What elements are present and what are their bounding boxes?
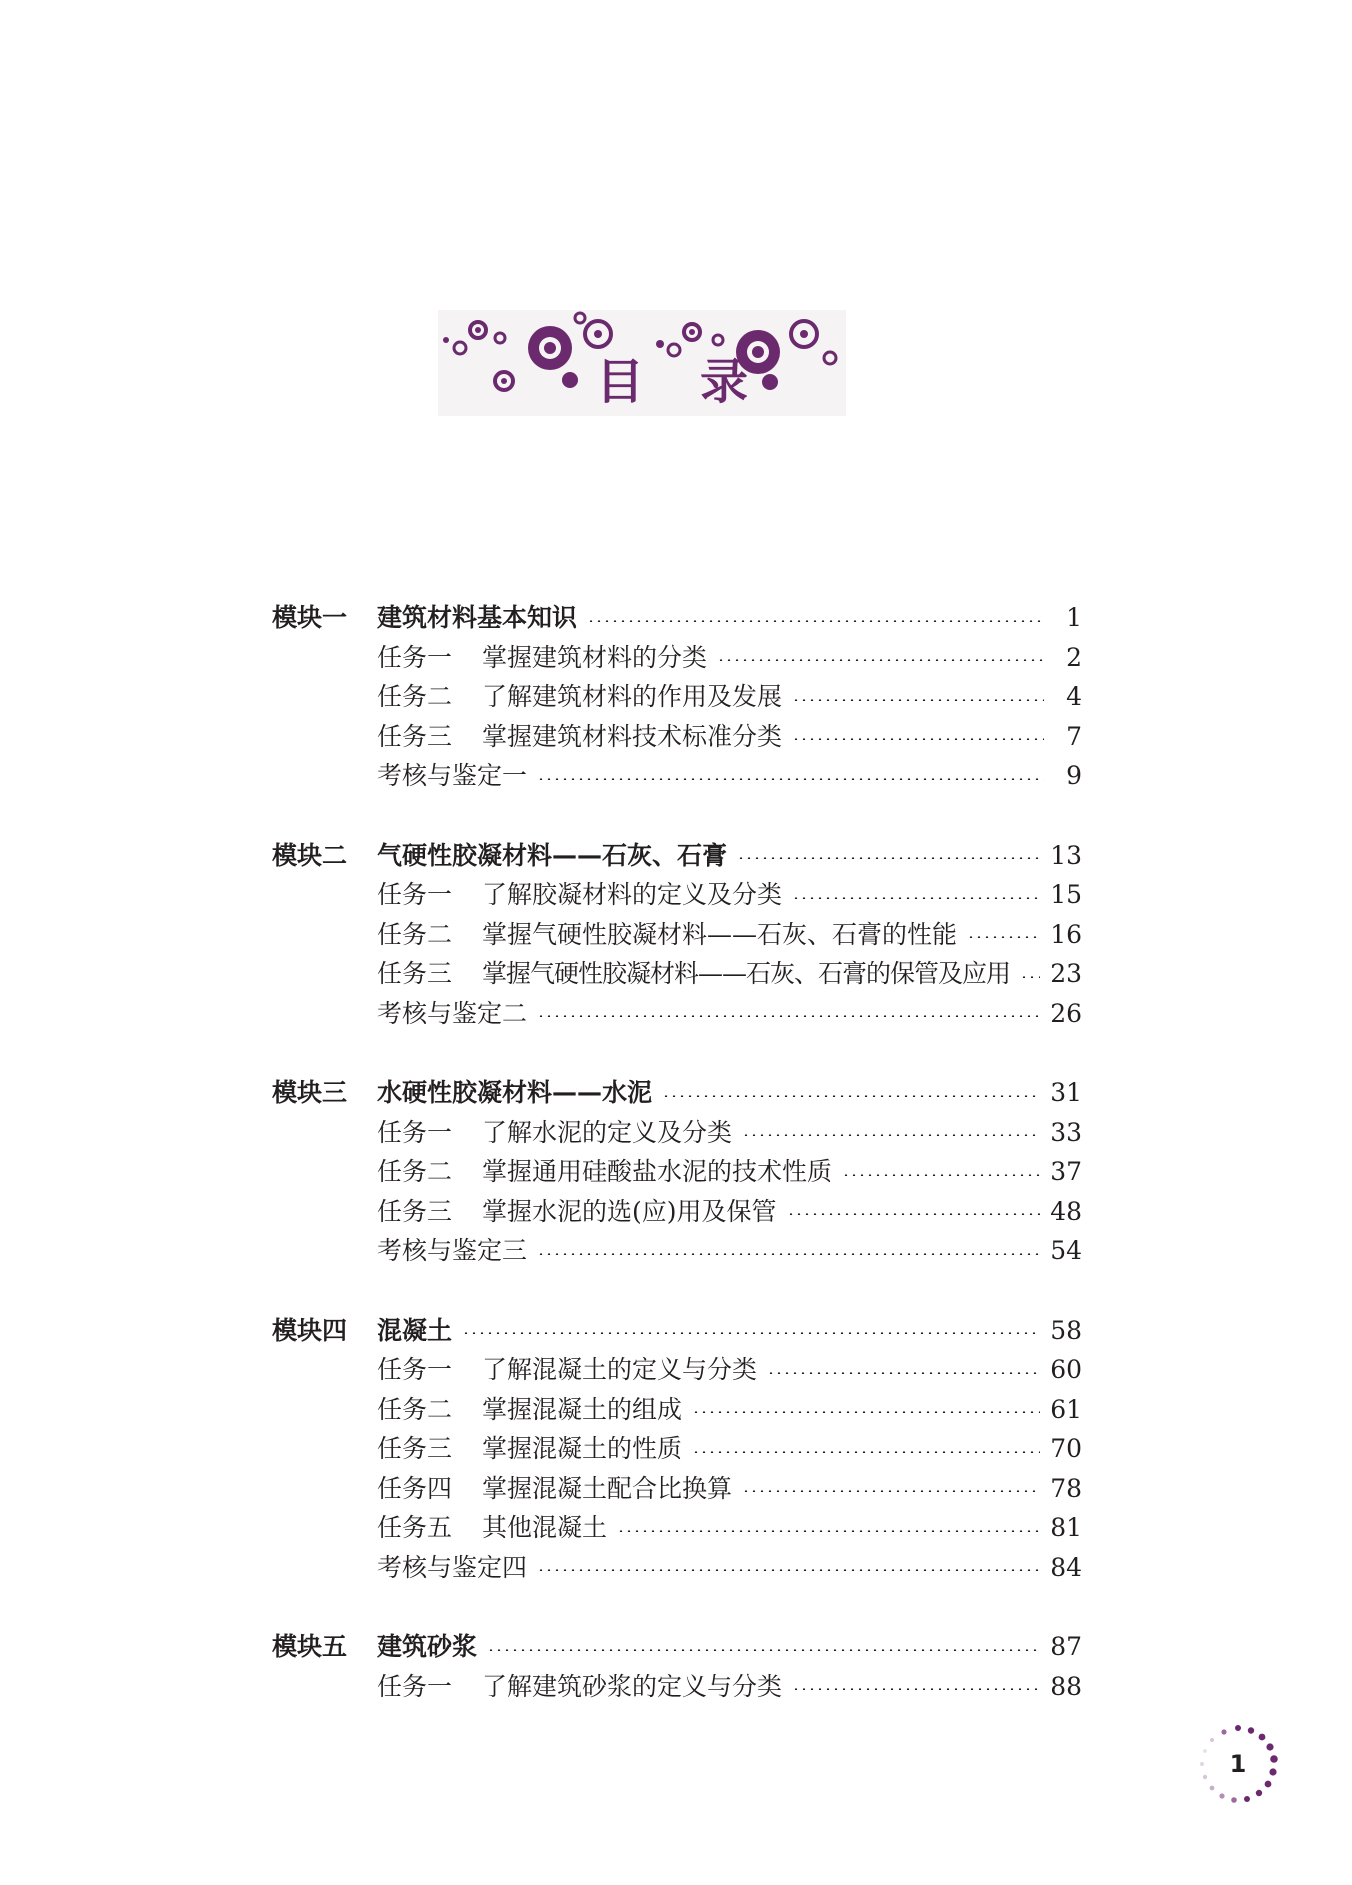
- toc-assessment-row[interactable]: [272, 994, 1082, 1034]
- dot-leader: [617, 1530, 1040, 1532]
- task-number: 任务四: [377, 1473, 453, 1503]
- page-ref: 88: [1050, 1671, 1082, 1701]
- toc-task-row[interactable]: [272, 1192, 1082, 1232]
- task-number: 任务三: [377, 1434, 453, 1464]
- page-ref: 58: [1050, 1315, 1082, 1345]
- page-ref: 31: [1050, 1078, 1082, 1108]
- toc-title-char-1: 目: [596, 354, 645, 410]
- task-number: 任务一: [377, 880, 453, 910]
- dot-leader: [742, 1490, 1040, 1492]
- page-ref: 13: [1050, 840, 1082, 870]
- page-ref: 60: [1050, 1355, 1082, 1385]
- page-ref: 7: [1066, 721, 1082, 751]
- dot-leader: [967, 936, 1040, 938]
- module-number: 模块二: [272, 840, 348, 870]
- assessment-title: 考核与鉴定四: [377, 1552, 528, 1582]
- page-ref: 54: [1050, 1236, 1082, 1266]
- task-number: 任务二: [377, 919, 453, 949]
- dot-leader: [462, 1332, 1040, 1334]
- toc-module-row[interactable]: [272, 1627, 1082, 1667]
- task-title: 掌握水泥的选(应)用及保管: [482, 1196, 777, 1226]
- toc-module-row[interactable]: [272, 836, 1082, 876]
- task-title: 掌握通用硅酸盐水泥的技术性质: [482, 1157, 833, 1187]
- page-ref: 16: [1050, 919, 1082, 949]
- dot-leader: [537, 1015, 1040, 1017]
- toc-task-row[interactable]: [272, 1152, 1082, 1192]
- module-number: 模块四: [272, 1315, 348, 1345]
- assessment-title: 考核与鉴定二: [377, 998, 528, 1028]
- toc-task-row[interactable]: [272, 954, 1082, 994]
- task-number: 任务一: [377, 1671, 453, 1701]
- module-title: 建筑材料基本知识: [377, 603, 578, 633]
- task-number: 任务二: [377, 1394, 453, 1424]
- task-number: 任务五: [377, 1513, 453, 1543]
- dot-leader: [792, 699, 1044, 701]
- toc-assessment-row[interactable]: [272, 1231, 1082, 1271]
- section-gap: [272, 1271, 1082, 1311]
- module-title: 混凝土: [377, 1315, 453, 1345]
- module-title: 建筑砂浆: [377, 1632, 478, 1662]
- dot-leader: [792, 738, 1044, 740]
- assessment-title: 考核与鉴定三: [377, 1236, 528, 1266]
- page-ref: 33: [1050, 1117, 1082, 1147]
- toc-task-row[interactable]: [272, 717, 1082, 757]
- page-ref: 15: [1050, 880, 1082, 910]
- task-title: 掌握混凝土配合比换算: [482, 1473, 733, 1503]
- dot-leader: [737, 857, 1040, 859]
- toc-module-row[interactable]: [272, 1073, 1082, 1113]
- toc-task-row[interactable]: [272, 915, 1082, 955]
- task-number: 任务三: [377, 721, 453, 751]
- section-gap: [272, 796, 1082, 836]
- dot-leader: [487, 1649, 1040, 1651]
- toc-task-row[interactable]: [272, 1469, 1082, 1509]
- toc-assessment-row[interactable]: [272, 1548, 1082, 1588]
- page-number: 1: [1229, 1750, 1247, 1778]
- task-title: 了解水泥的定义及分类: [482, 1117, 733, 1147]
- toc-module-row[interactable]: [272, 1311, 1082, 1351]
- toc-task-row[interactable]: [272, 677, 1082, 717]
- toc-assessment-row[interactable]: [272, 756, 1082, 796]
- page-ref: 37: [1050, 1157, 1082, 1187]
- toc-task-row[interactable]: [272, 1113, 1082, 1153]
- task-title: 了解建筑砂浆的定义与分类: [482, 1671, 783, 1701]
- page-ref: 26: [1050, 998, 1082, 1028]
- dot-leader: [767, 1372, 1040, 1374]
- module-number: 模块三: [272, 1078, 348, 1108]
- dot-leader: [792, 1688, 1040, 1690]
- section-gap: [272, 1033, 1082, 1073]
- task-number: 任务一: [377, 642, 453, 672]
- dot-leader: [537, 1569, 1040, 1571]
- task-title: 掌握混凝土的性质: [482, 1434, 683, 1464]
- task-title: 掌握气硬性胶凝材料——石灰、石膏的保管及应用: [482, 959, 1011, 989]
- page-number-badge: [1196, 1722, 1280, 1806]
- toc-module-row[interactable]: [272, 598, 1082, 638]
- task-title: 了解胶凝材料的定义及分类: [482, 880, 783, 910]
- dot-leader: [587, 620, 1044, 622]
- task-number: 任务一: [377, 1117, 453, 1147]
- page-ref: 78: [1050, 1473, 1082, 1503]
- task-number: 任务一: [377, 1355, 453, 1385]
- page-ref: 48: [1050, 1196, 1082, 1226]
- page-ref: 23: [1050, 959, 1082, 989]
- page-ref: 4: [1066, 682, 1082, 712]
- page-ref: 61: [1050, 1394, 1082, 1424]
- task-title: 掌握气硬性胶凝材料——石灰、石膏的性能: [482, 919, 958, 949]
- module-title: 气硬性胶凝材料——石灰、石膏: [377, 840, 728, 870]
- toc-task-row[interactable]: [272, 1508, 1082, 1548]
- dot-leader: [1020, 976, 1040, 978]
- table-of-contents: [272, 598, 1082, 1706]
- module-number: 模块一: [272, 603, 348, 633]
- dot-leader: [787, 1213, 1041, 1215]
- toc-title-banner: [438, 310, 846, 416]
- dot-leader: [537, 778, 1044, 780]
- dot-leader: [717, 659, 1044, 661]
- task-number: 任务三: [377, 959, 453, 989]
- section-gap: [272, 1587, 1082, 1627]
- page-ref: 81: [1050, 1513, 1082, 1543]
- task-title: 掌握建筑材料的分类: [482, 642, 708, 672]
- page-ref: 70: [1050, 1434, 1082, 1464]
- task-title: 了解建筑材料的作用及发展: [482, 682, 783, 712]
- task-number: 任务三: [377, 1196, 453, 1226]
- task-title: 掌握混凝土的组成: [482, 1394, 683, 1424]
- dot-leader: [692, 1451, 1040, 1453]
- page-ref: 2: [1066, 642, 1082, 672]
- page-ref: 9: [1066, 761, 1082, 791]
- toc-task-row[interactable]: [272, 1390, 1082, 1430]
- toc-task-row[interactable]: [272, 875, 1082, 915]
- task-title: 了解混凝土的定义与分类: [482, 1355, 758, 1385]
- dot-leader: [792, 897, 1040, 899]
- task-number: 任务二: [377, 682, 453, 712]
- page-ref: 87: [1050, 1632, 1082, 1662]
- toc-task-row[interactable]: [272, 1429, 1082, 1469]
- toc-task-row[interactable]: [272, 1350, 1082, 1390]
- task-title: 其他混凝土: [482, 1513, 608, 1543]
- dot-leader: [662, 1095, 1040, 1097]
- toc-task-row[interactable]: [272, 638, 1082, 678]
- dot-leader: [692, 1411, 1040, 1413]
- dot-leader: [537, 1253, 1040, 1255]
- toc-title-char-2: 录: [700, 354, 749, 410]
- module-title: 水硬性胶凝材料——水泥: [377, 1078, 653, 1108]
- dot-leader: [742, 1134, 1040, 1136]
- task-title: 掌握建筑材料技术标准分类: [482, 721, 783, 751]
- task-number: 任务二: [377, 1157, 453, 1187]
- module-number: 模块五: [272, 1632, 348, 1662]
- assessment-title: 考核与鉴定一: [377, 761, 528, 791]
- dot-leader: [842, 1174, 1040, 1176]
- page-ref: 84: [1050, 1552, 1082, 1582]
- toc-task-row[interactable]: [272, 1667, 1082, 1707]
- page-ref: 1: [1066, 603, 1082, 633]
